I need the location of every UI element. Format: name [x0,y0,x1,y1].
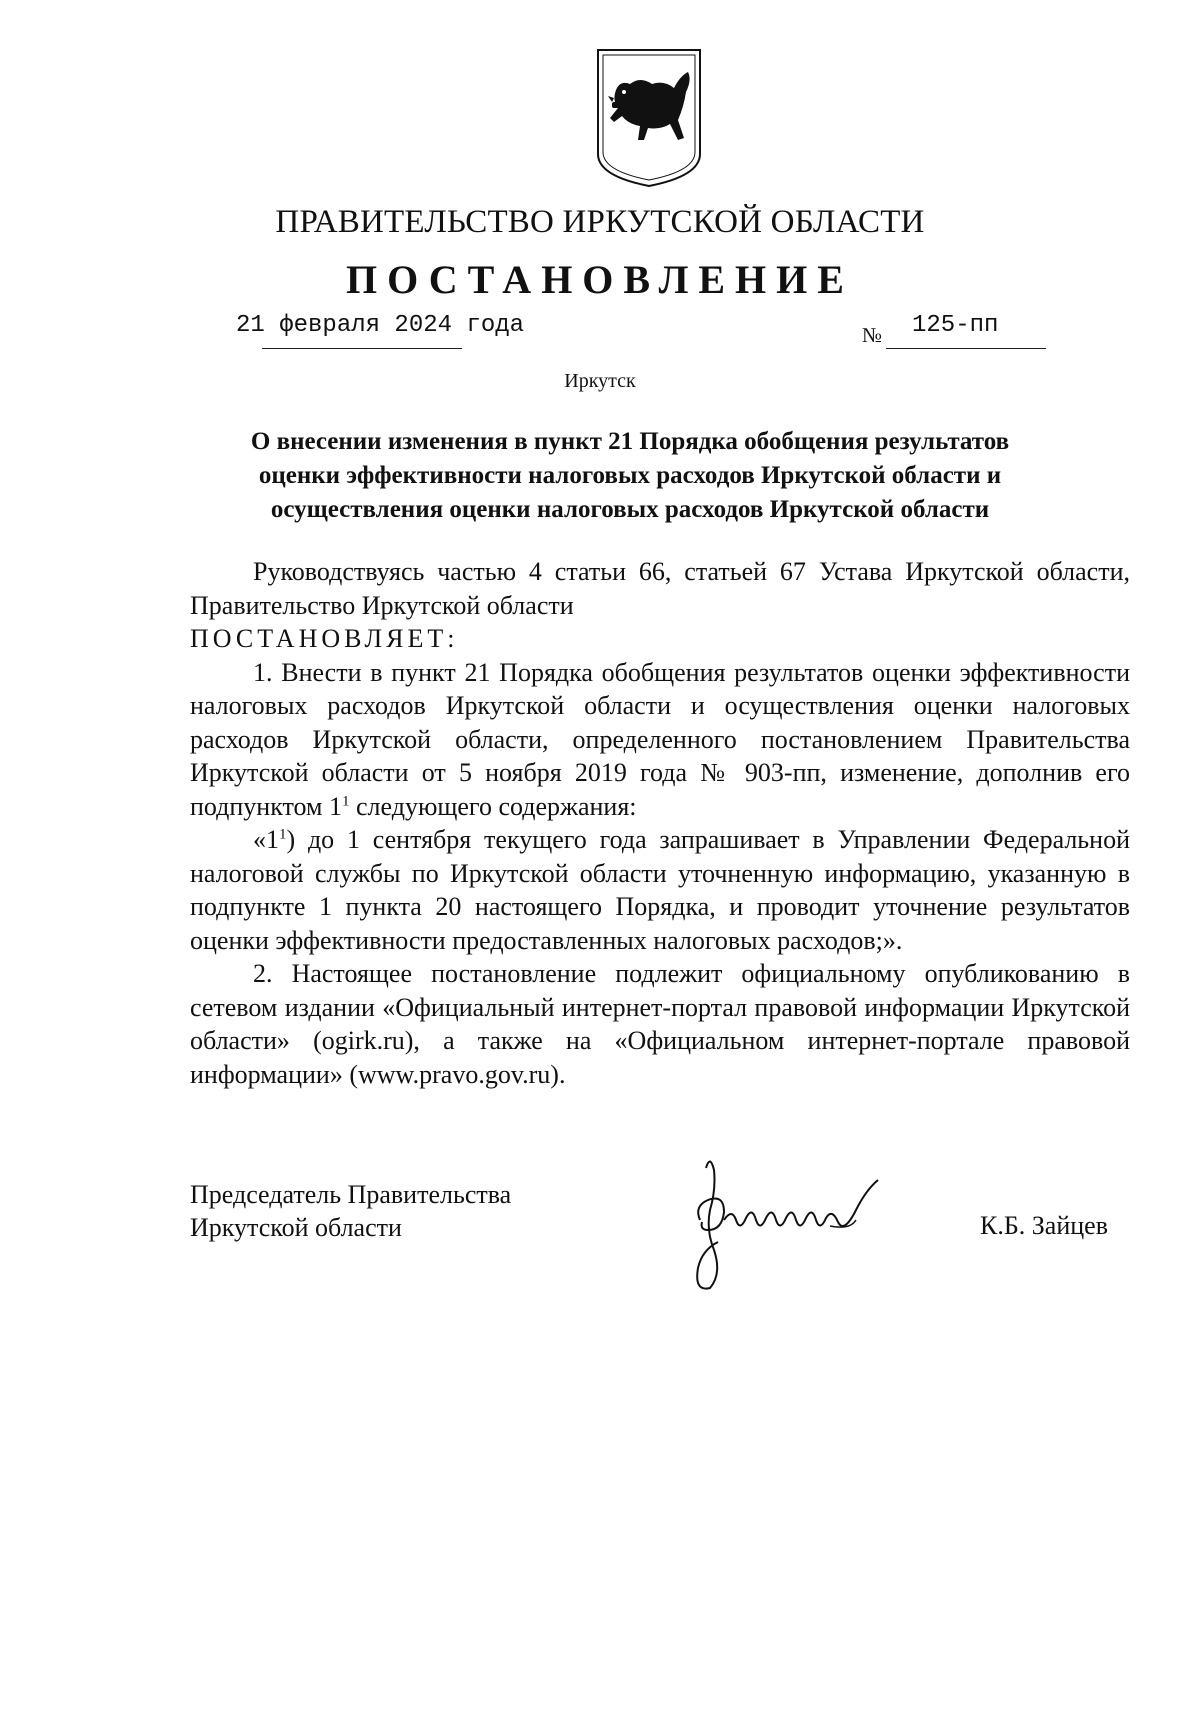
quote-text: ) до 1 сентября текущего года запрашивает в Управлении Федеральной налоговой службы по Иркутской области уточненную информацию, указанную в подпункте 1 пункта 20 настоящего Порядка, и проводит уточнение результатов оценки эффективности предоставленных налоговых расходов;». [190,825,1130,955]
number-underline [886,348,1046,349]
document-number: 125-пп [912,312,999,339]
item-1-paragraph [190,656,1130,824]
signatory-name: К.Б. Зайцев [980,1211,1108,1240]
coat-of-arms-icon [594,46,704,189]
number-sign: № [862,323,883,347]
subject-line: оценки эффективности налоговых расходов Иркутской области и [258,462,1002,489]
document-subject [190,425,1070,527]
subject-line: О внесении изменения в пункт 21 Порядка обобщения результатов [250,428,1010,455]
document-type-title: ПОСТАНОВЛЕНИЕ [346,257,854,302]
position-line: Председатель Правительства [190,1180,512,1209]
position-line: Иркутской области [190,1213,402,1242]
handwritten-signature [680,1150,910,1295]
quoted-subitem-paragraph [190,823,1130,957]
decree-word: ПОСТАНОВЛЯЕТ: [190,624,459,653]
document-date: 21 февраля 2024 года [236,312,525,339]
city-name: Иркутск [564,370,636,392]
superscript: 1 [342,792,350,809]
superscript: 1 [279,826,287,843]
item-1-text: 1. Внести в пункт 21 Порядка обобщения результатов оценки эффективности налоговых расходов Иркутской области и осуществления оценки налоговых расходов Иркутской области, определенного постановлением Правительства Иркутской области от 5 ноября 2019 года № 903-пп, изменение, дополнив его подпунктом 1 [190,657,1130,821]
quote-open: «1 [253,825,279,854]
government-name: ПРАВИТЕЛЬСТВО ИРКУТСКОЙ ОБЛАСТИ [275,204,925,240]
preamble-paragraph: Руководствуясь частью 4 статьи 66, статьей 67 Устава Иркутской области, Правительство Иркутской области [190,557,1130,620]
item-1-tail: следующего содержания: [349,791,637,821]
item-2-paragraph: 2. Настоящее постановление подлежит официальному опубликованию в сетевом издании «Официальный интернет-портал правовой информации Иркутской области» (ogirk.ru), а также на «Официальном интернет-портале правовой информации» (www.pravo.gov.ru). [190,959,1130,1089]
date-underline [262,348,462,349]
subject-line: осуществления оценки налоговых расходов Иркутской области [270,496,990,523]
signatory-position [190,1178,511,1244]
document-body [190,555,1130,1091]
